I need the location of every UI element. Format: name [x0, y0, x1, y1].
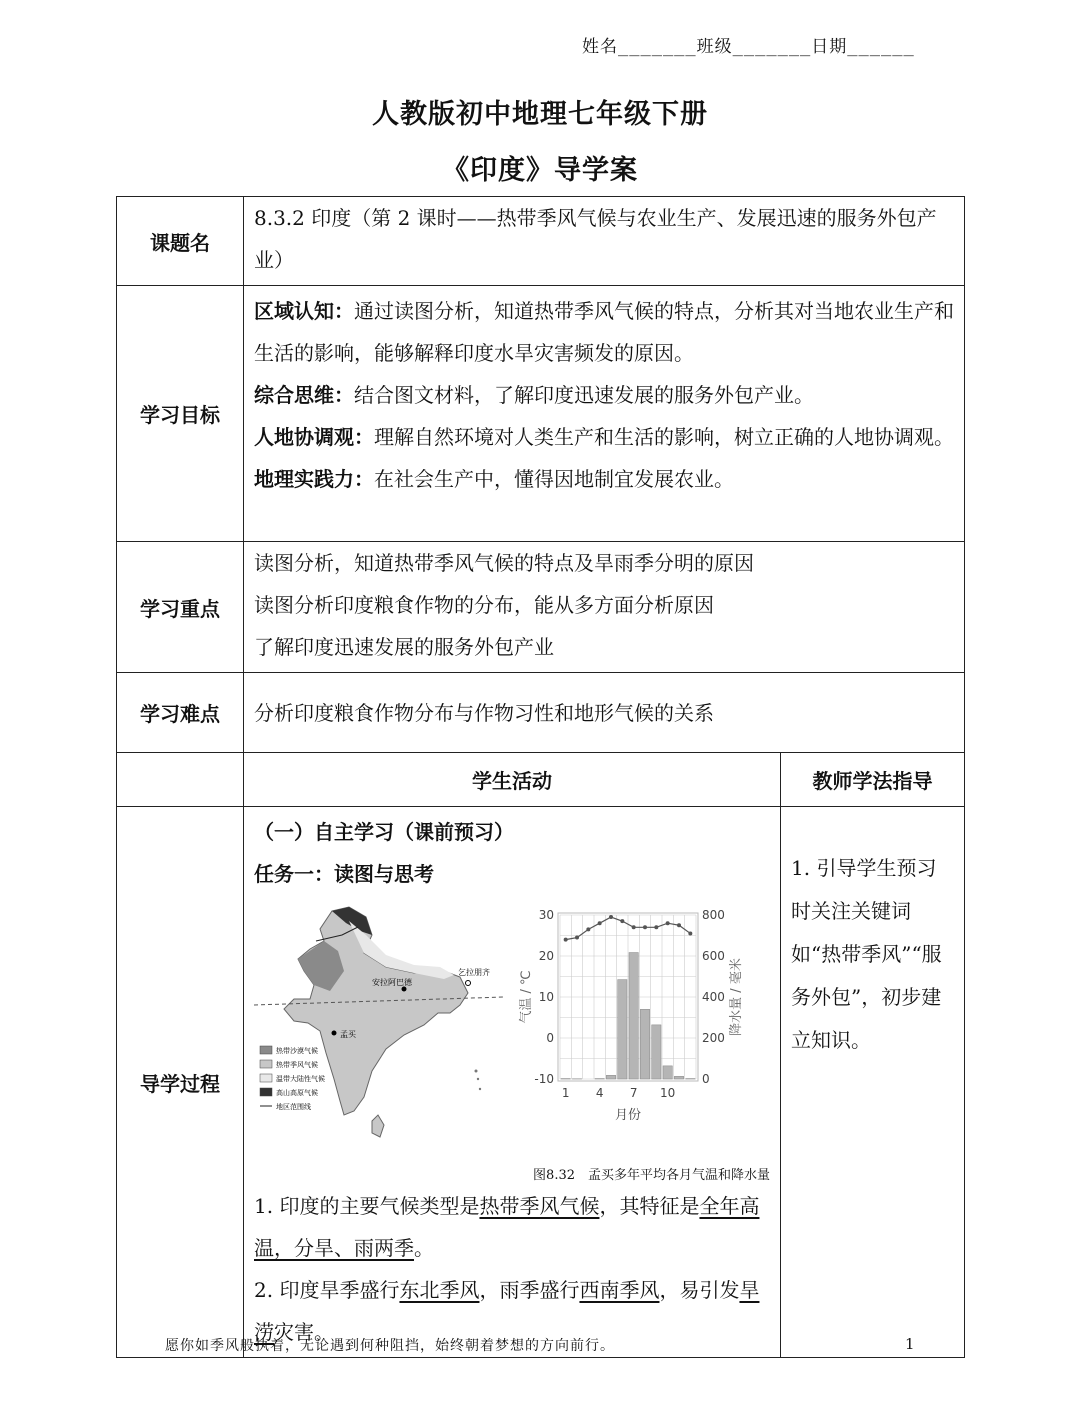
goal-head: 人地协调观： — [254, 425, 374, 449]
precip-bar — [640, 1009, 649, 1079]
goal-item — [254, 374, 954, 416]
precip-bar — [652, 1025, 661, 1079]
goal-body: 通过读图分析，知道热带季风气候的特点，分析其对当地农业生产和生活的影响，能够解释印度水旱灾害频发的原因。 — [254, 299, 954, 365]
y-left-tick: 10 — [538, 990, 554, 1004]
temperature-point — [666, 921, 670, 925]
empty-header-cell — [117, 753, 244, 807]
q2-answer: 东北季风 — [399, 1278, 480, 1302]
temperature-point — [586, 927, 590, 931]
temperature-point — [632, 925, 636, 929]
precip-bar — [663, 1066, 672, 1079]
figure-row — [254, 901, 770, 1165]
question-1 — [254, 1185, 770, 1269]
y-right-tick: 800 — [702, 908, 725, 922]
precip-bar — [618, 980, 627, 1079]
topic-label: 课题名 — [117, 197, 244, 286]
x-tick: 1 — [561, 1086, 570, 1100]
legend-item: 高山高原气候 — [276, 1089, 318, 1097]
temperature-point — [598, 921, 602, 925]
q2-text: ，易引发 — [659, 1278, 740, 1302]
chart-svg — [512, 901, 762, 1145]
goal-item — [254, 290, 954, 374]
legend-item: 温带大陆性气候 — [276, 1075, 325, 1083]
temperature-point — [654, 925, 658, 929]
difficulty-row — [117, 673, 965, 753]
teacher-guide-text: 1. 引导学生预习时关注关键词如“热带季风”“服务外包”，初步建立知识。 — [781, 807, 965, 1358]
y-left-tick: -10 — [534, 1072, 554, 1086]
temperature-point — [688, 931, 692, 935]
q2-text: ，雨季盛行 — [479, 1278, 580, 1302]
goal-head: 综合思维： — [254, 383, 354, 407]
x-tick: 7 — [629, 1086, 638, 1100]
teacher-guide-header: 教师学法指导 — [781, 753, 965, 807]
key-point-item: 了解印度迅速发展的服务外包产业 — [254, 635, 554, 659]
difficulty-text: 分析印度粮食作物分布与作物习性和地形气候的关系 — [244, 673, 965, 753]
temperature-point — [575, 936, 579, 940]
y-right-label: 降水量 / 毫米 — [729, 958, 744, 1036]
student-info-line: 姓名_______班级_______日期______ — [582, 37, 915, 57]
precip-bar — [606, 1075, 615, 1079]
key-points-content — [244, 542, 965, 673]
process-label: 导学过程 — [117, 807, 244, 1358]
goal-body: 理解自然环境对人类生产和生活的影响，树立正确的人地协调观。 — [374, 425, 954, 449]
student-activity-header: 学生活动 — [244, 753, 781, 807]
y-left-tick: 0 — [546, 1031, 554, 1045]
q2-answer: 旱涝 — [254, 1278, 760, 1344]
q1-answer: 热带季风气候 — [479, 1194, 600, 1218]
q1-text: 1. 印度的主要气候类型是 — [254, 1194, 480, 1218]
chart-caption: 图8.32 孟买多年平均各月气温和降水量 — [533, 1168, 770, 1183]
process-row — [117, 807, 965, 1358]
key-points-row — [117, 542, 965, 673]
goals-row — [117, 286, 965, 542]
goal-body: 在社会生产中，懂得因地制宜发展农业。 — [374, 467, 734, 491]
y-right-tick: 200 — [702, 1031, 725, 1045]
key-point-item: 读图分析印度粮食作物的分布，能从多方面分析原因 — [254, 593, 714, 617]
section-heading: （一）自主学习（课前预习） — [254, 820, 514, 844]
goal-item — [254, 416, 954, 458]
legend-item: 热带沙漠气候 — [276, 1047, 318, 1055]
goal-head: 地理实践力： — [254, 467, 374, 491]
x-tick: 10 — [660, 1086, 676, 1100]
temperature-point — [609, 915, 613, 919]
y-left-label: 气温 / ℃ — [519, 970, 534, 1024]
key-points-label: 学习重点 — [117, 542, 244, 673]
q1-text: ，其特征是 — [599, 1194, 700, 1218]
city-label: 乞拉朋齐 — [458, 968, 490, 977]
q1-text: 。 — [414, 1236, 434, 1260]
document-title: 人教版初中地理七年级下册 — [372, 99, 708, 130]
q2-text: 2. 印度旱季盛行 — [254, 1278, 400, 1302]
page-number: 1 — [905, 1335, 915, 1353]
temperature-point — [564, 938, 568, 942]
footer-motto: 愿你如季风般执着，无论遇到何种阻挡，始终朝着梦想的方向前行。 — [165, 1338, 615, 1354]
precip-bar — [629, 953, 638, 1079]
temperature-point — [677, 923, 681, 927]
legend-item: 热带季风气候 — [276, 1061, 318, 1069]
y-right-tick: 0 — [702, 1072, 710, 1086]
q2-answer: 西南季风 — [579, 1278, 660, 1302]
temperature-point — [643, 925, 647, 929]
q2-text: 灾害。 — [274, 1320, 334, 1344]
task-heading: 任务一：读图与思考 — [254, 862, 434, 886]
y-left-tick: 30 — [538, 908, 554, 922]
topic-row — [117, 197, 965, 286]
y-left-tick: 20 — [538, 949, 554, 963]
india-climate-map — [254, 901, 504, 1165]
guide-table — [116, 196, 965, 1358]
goals-label: 学习目标 — [117, 286, 244, 542]
x-tick: 4 — [595, 1086, 604, 1100]
topic-text: 8.3.2 印度（第 2 课时——热带季风气候与农业生产、发展迅速的服务外包产业） — [244, 197, 965, 286]
temperature-point — [620, 919, 624, 923]
goal-head: 区域认知： — [254, 299, 354, 323]
city-label: 安拉阿巴德 — [372, 978, 412, 987]
process-content — [244, 807, 781, 1358]
precip-bar — [674, 1076, 683, 1079]
climate-chart — [512, 901, 762, 1165]
city-label: 孟买 — [340, 1030, 356, 1039]
y-right-tick: 600 — [702, 949, 725, 963]
y-right-tick: 400 — [702, 990, 725, 1004]
goal-item — [254, 458, 954, 500]
key-point-item: 读图分析，知道热带季风气候的特点及旱雨季分明的原因 — [254, 551, 754, 575]
difficulty-label: 学习难点 — [117, 673, 244, 753]
legend-item: 地区范围线 — [276, 1103, 311, 1111]
document-subtitle: 《印度》导学案 — [442, 155, 638, 186]
map-svg — [254, 901, 504, 1165]
column-header-row — [117, 753, 965, 807]
goal-body: 结合图文材料，了解印度迅速发展的服务外包产业。 — [354, 383, 814, 407]
goals-content — [244, 286, 965, 542]
q1-answer: 全年高温，分旱、雨两季 — [254, 1194, 760, 1260]
x-axis-label: 月份 — [614, 1108, 642, 1123]
